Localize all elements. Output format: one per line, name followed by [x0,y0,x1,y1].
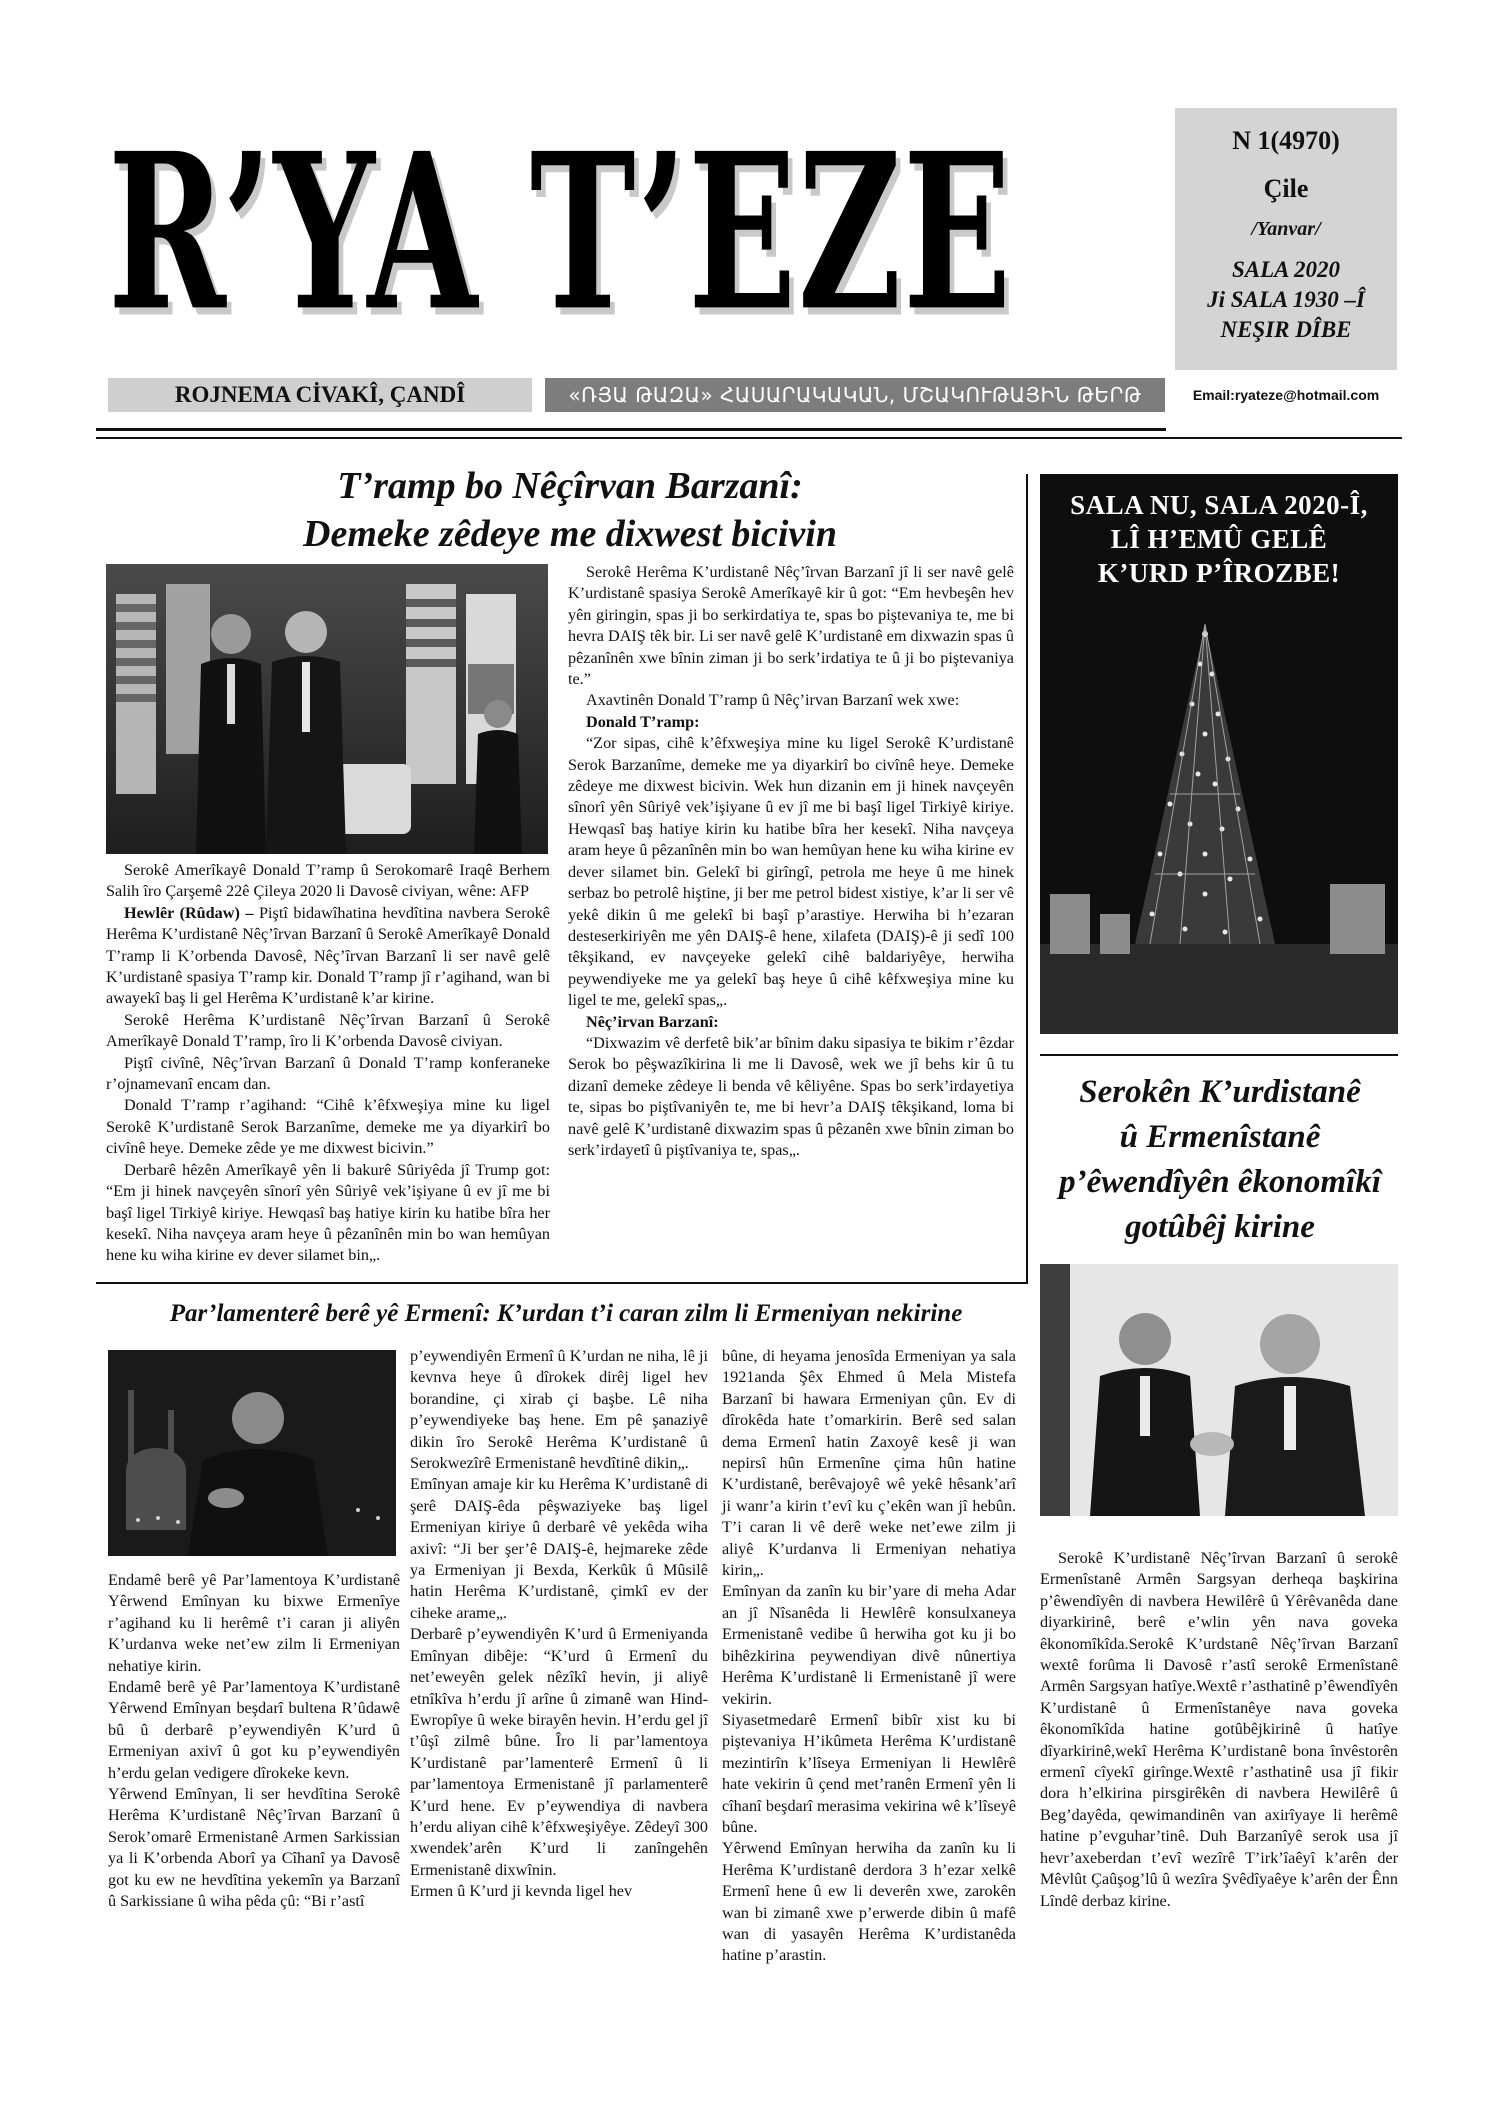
article3-photo [108,1350,396,1556]
speaker-label: Donald T’ramp: [586,712,700,731]
emnyan-interview-photo [108,1350,396,1556]
article1-photo-caption: Serokê Amerîkayê Donald T’ramp û Serokomarê Iraqê Berhem Salih îro Çarşemê 22ê Çileya 2020 li Davosê civiyan, wêne: AFP [106,861,550,901]
article2-headline-line: gotûbêj kirine [1125,1209,1315,1245]
masthead-rule-thick [96,428,1166,431]
article1-paragraph: Serokê Herêma K’urdistanê Nêç’îrvan Barzanî û Serokê Amerîkayê Donald T’ramp, îro li K’orbenda Davosê civiyan. [106,1010,550,1051]
article2-headline-line: Serokên K’urdistanê [1079,1074,1361,1110]
article2-photo [1040,1264,1398,1516]
article3-column-1 [108,1570,400,1913]
issue-year-info [1175,255,1397,345]
article1-lead [106,903,550,1010]
article1-headline [110,462,1030,558]
article1-paragraph: Serokê Herêma K’urdistanê Nêç’îrvan Barzanî jî li ser navê gelê K’urdistanê spasiya Serokê Amerîkayê kir û got: “Em hevbeşên hev yên giringin, spas ji bo serkirdatiya te, spas bo piştevaniya te, me bi hevra DAIŞ têk bir. Li ser navê gelê K’urdistanê em dixwazin spas û pêzanînên xwe bînin ziman ji bo serk’irdatiya te û ji bo piştevaniya te.” [568,563,1014,689]
greeting-text [1040,488,1398,590]
article3-text: p’eywendiyên Ermenî û K’urdan ne niha, lê ji kevnva heye û dîrokek dirêj ligel hev borandine, çi xirab çi başbe. Lê niha p’eywendiyeke baş hene. Em pê şanaziyê dikin îro Serokê Herêma K’urdistanê û Serokwezîrê Ermenistanê hevdîtinê dikin„. Emînyan amaje kir ku Herêma K’urdistanê di şerê DAIŞ-êda pêşwaziyeke baş ligel Ermeniyan kiriye û derbarê vê yekêda wiha axivî: “Ji ber şer’ê DAIŞ-ê, hejmareke zêde ya Ermeniyan ji Bexda, Kerkûk û Mûsilê hatin Herêma K’urdistanê, çimkî ev der ciheke arame„. Derbarê p’eywendiyên K’urd û Ermeniyanda Emînyan dibêje: “K’urd û Ermenî du net’eweyên gelek nêzîkî hevin, ji aliyê etnîkîva h’erdu jî arîne û zimanê wan Hind-Ewropîye û weke birayên hevin. H’erdu gel jî t’ûşî zilmê bûne. Îro li par’lamentoya K’urdistanê par’lamenterê Ermenî û li par’lamentoya Ermenistanê jî parlamenterê K’urd hene. Ev p’eywendiya di navbera h’erdu aliyan cihê k’êfxweşiyêye. Zêdeyî 300 xwendek’arên K’urd li zanîngehên Ermenistanê dixwînin. Ermen û K’urd ji kevnda ligel hev [410,1347,708,1901]
article1-speaker [568,1012,1014,1033]
article1-headline-line: T’ramp bo Nêçîrvan Barzanî: [337,465,803,507]
article2-body [1040,1548,1398,1912]
article2-headline-line: p’êwendîyên êkonomîkî [1059,1164,1381,1200]
issue-year-line: SALA 2020 [1231,257,1340,282]
trump-barzani-photo [106,564,548,854]
article1-paragraph: Piştî civînê, Nêç’îrvan Barzanî û Donald T’ramp konferaneke r’ojnamevanî encam dan. [106,1053,550,1094]
greeting-line: SALA NU, SALA 2020-Î, [1070,490,1368,520]
masthead-rule-thin [96,437,1402,439]
column-divider-vertical [1026,474,1028,1284]
article1-paragraph: Derbarê hêzên Amerîkayê yên li bakurê Sûriyêda jî Trump got: “Em ji hinek navçeyên sînorî yên Sûriyê vek’işiyane û ev jî me bi başî ligel Tirkiyê kiriye. Hewqasî baş hatiye kirin ku hatibe bîra her kesekî. Niha navçeya aram heye û pêzanînên min bo wan hemûyan hene ku wiha kirine ev dever silamet bin„. [106,1160,550,1265]
tagline-armenian: «ՌՅԱ ԹԱԶԱ» ՀԱՍԱՐԱԿԱԿԱՆ, ՄՇԱԿՈՒԹԱՅԻՆ ԹԵՐԹ [545,378,1165,412]
article3-text: Endamê berê yê Par’lamentoya K’urdistanê Yêrwend Emînyan ku bixwe Ermenîye r’agihand ku li herêmê t’i caran ji aliyên K’urdanva weke net’ew zilm li Ermeniyan nehatiye kirin. Endamê berê yê Par’lamentoya K’urdistanê Yêrwend Emînyan beşdarî bultena R’ûdawê bû û derbarê p’eywendiyên K’urd û Ermeniyan axivî û got ku p’eywendiyên h’erdu gelan vedigere dîrokeke kevn. Yêrwend Emînyan, li ser hevdîtina Serokê Herêma K’urdistanê Nêç’îrvan Barzanî û Serok’omarê Ermenistanê Armen Sarkissian ya li K’orbenda Aborî ya Cîhanî ya Davosê got ku ew ne hevdîtina yekemîn ya Barzanî û Sarkissiane û wiha pêda çû: “Bi r’astî [108,1571,400,1911]
article1-headline-line: Demeke zêdeye me dixwest bicivin [303,513,837,555]
masthead-title: R’YA T’EZE [108,105,1013,359]
issue-founded-line: Ji SALA 1930 –Î [1207,287,1365,312]
article3-column-3 [722,1346,1016,1967]
article1-paragraph: “Zor sipas, cihê k’êfxweşiya mine ku ligel Serokê K’urdistanê Serok Barzanîme, demeke me ya diyarkirî bo civînê heye. Demeke zêdeye me dixwest bicivin. Wek hun dizanin em ji hinek navçeyên sînorî yên Sûriyê vek’işiyane û ev jî me bi başî ligel Tirkiyê kiriye. Hewqasî baş hatiye kirin ku hatibe bîra her kesekî. Niha navçeya aram heye û pêzanînên min bo wan hemûyan hene ku wiha kirine ev dever silamet bin. Gelekî bi girîngî, petrola me heye û me hinek serbaz bo petrolê hiştine, ji ber me petrol bidest xistiye, k’ar li ser vê yekê dikin û me gelekî bi başî p’arastiye. Herwiha bi h’ezaran desteserkiriyên me yên DAIŞ-ê hene, xilafeta (DAIŞ)-ê ji sedî 100 têkşikand, ev navçeyeke gelekî cihê baldariyêye, herwiha peywendiyeke me ya gelekî baş heye û cihê kêfxweşiya mine ku ligel te me, gelekî spas„. [568,734,1014,1010]
right-column-divider [1040,1054,1398,1056]
article2-headline-line: û Ermenîstanê [1119,1119,1321,1155]
article1-speaker [568,712,1014,733]
article3-text: bûne, di heyama jenosîda Ermeniyan ya sala 1921anda Şêx Ehmed û Mela Mistefa Barzanî bi hawara Ermeniyan çûn. Ev di dîrokêda hate t’omarkirin. Berê sed salan dema Ermenî hatin Zaxoyê kesê ji wan nepirsî hûn Ermenîne çima hûn hatine K’urdistanê, berêvajoyê wê yekê hêsank’arî ji wanr’a kirin t’evî ku ç’ekên wan jî hebûn. T’i caran li vê derê weke net’ewe zilm ji aliyê K’urdanva li Ermeniyan nehatiya kirin„. Emînyan da zanîn ku bir’yare di meha Adar an jî Nîsanêda li Hewlêrê konsulxaneya Ermenistanê vedibe û herwiha got ku ji bo bihêzkirina peywendiyan divê nûnertiya Herêma K’urdistanê li Ermenistanê jî were vekirin. Siyasetmedarê Ermenî bibîr xist ku bi piştevaniya H’ikûmeta Herêma K’urdistanê mezintirîn k’lîseya Ermeniyan li Hewlêrê hate vekirin û çend met’ranên Ermenî yên li cîhanî beşdarî merasima vekirina wê k’lîseyê bûne. Yêrwend Emînyan herwiha da zanîn ku li Herêma K’urdistanê derdora 3 h’ezar xelkê Ermenî hene û ew li deverên xwe, zarokên wan bi zimanê xwe p’erwerde dibin û mafê wan di yasayên Herêma K’urdistanêda hatine p’arastin. [722,1347,1016,1965]
article1-photo [106,564,548,854]
article3-headline: Par’lamenterê berê yê Ermenî: K’urdan t’i caran zilm li Ermeniyan nekirine [169,1300,963,1327]
article2-headline [1040,1070,1400,1250]
handshake-photo [1040,1264,1398,1516]
issue-month-sub: /Yanvar/ [1251,218,1321,240]
article1-dateline: Hewlêr (Rûdaw) – [124,903,254,922]
greeting-line: LÎ H’EMÛ GELÊ [1110,524,1328,554]
article1-column-left [106,860,550,1267]
tagline-kurdish: ROJNEMA CİVAKÎ, ÇANDÎ [108,378,532,412]
article1-paragraph: Donald T’ramp r’agihand: “Cihê k’êfxweşiya mine ku ligel Serokê K’urdistanê Serok Barzanîme, demeke me ya diyarkirî bo civînê heye. Demeke zêde ye me dixwest bicivin.” [106,1096,550,1158]
issue-month: Çile [1263,174,1309,203]
article3-column-2 [410,1346,708,1903]
speaker-label: Nêç’irvan Barzanî: [586,1012,719,1031]
contact-email[interactable]: Email:ryateze@hotmail.com [1192,387,1380,403]
article1-paragraph: “Dixwazim vê derfetê bik’ar bînim daku sipasiya te bikim r’êzdar Serok bo pêşwazîkirina li me li Davosê, wek we jî behs kir û tu dizanî demeke zêdeye li benda vê kêliyêne. Spas bo serk’irdayetiya te, sipas bo piştîvaniyên te, me bi hevr’a DAIŞ têkşikand, loma bi navê gelê K’urdistanê dixwazim spas û pêzanên xwe bînin ziman bo serk’irdayetî û piştîvaniya te, spas„. [568,1033,1014,1159]
article1-column-right [568,562,1014,1161]
greeting-line: K’URD P’ÎROZBE! [1097,558,1341,588]
issue-info-box [1175,108,1397,370]
article1-lead-text: Piştî bidawîhatina hevdîtina navbera Serokê Herêma K’urdistanê Nêç’îrvan Barzanî û Serokê Amerîkayê Donald T’ramp li K’orbenda Davosê, Nêç’îrvan Barzanî li ser navê gelê K’urdistanê spasiya T’ramp kir. Donald T’ramp jî r’agihand, wan bi awayekî baş li gel Herêma K’urdistanê k’ar kirine. [106,903,550,1008]
section-divider [96,1282,1026,1284]
issue-published-line: NEŞIR DÎBE [1220,317,1352,342]
new-year-greeting-box [1040,474,1398,1034]
article2-paragraph: Serokê K’urdistanê Nêç’îrvan Barzanî û serokê Ermenîstanê Armên Sargsyan derheqa başkirina p’êwendîyên di navbera Hewilêrê û Yêrêvanêda dane diyarkirinê, berê e’wlin yên nava goveka êkonomîkîda.Serokê K’urdstanê Nêç’îrvan Barzanî wextê forûma li Davosê r’astî serokê Ermenîstanê Armên Sargsyan hatîye.Wextê r’asthatinê p’êwendîyên K’urdistanê û Ermenîstanêye nava goveka êkonomîkîda hatine gotûbêjkirinê û hatîye dîyarkirinê,wekî Herêma K’urdistanê bona învêstorên ermenî cîyekî girînge.Wextê r’asthatinê usa jî fikir dora h’elkirina pirsgirêkên di navbera Hewilêrê û Beg’dayêda, qewimandinên van axirîyaye li herêmê hatine p’evguhar’tinê. Duh Barzanîyê serok usa jî hevr’axeberdan t’evî wezîrê T’irk’îaêyî k’arên der Mêvlût Çaûşog’lû û wezîra Şvêdîyaêye k’arên der Ênn Lîndê derbaz kirine. [1040,1549,1398,1910]
issue-number: N 1(4970) [1232,126,1340,155]
article1-paragraph: Axavtinên Donald T’ramp û Nêç’irvan Barzanî wek xwe: [586,691,960,710]
